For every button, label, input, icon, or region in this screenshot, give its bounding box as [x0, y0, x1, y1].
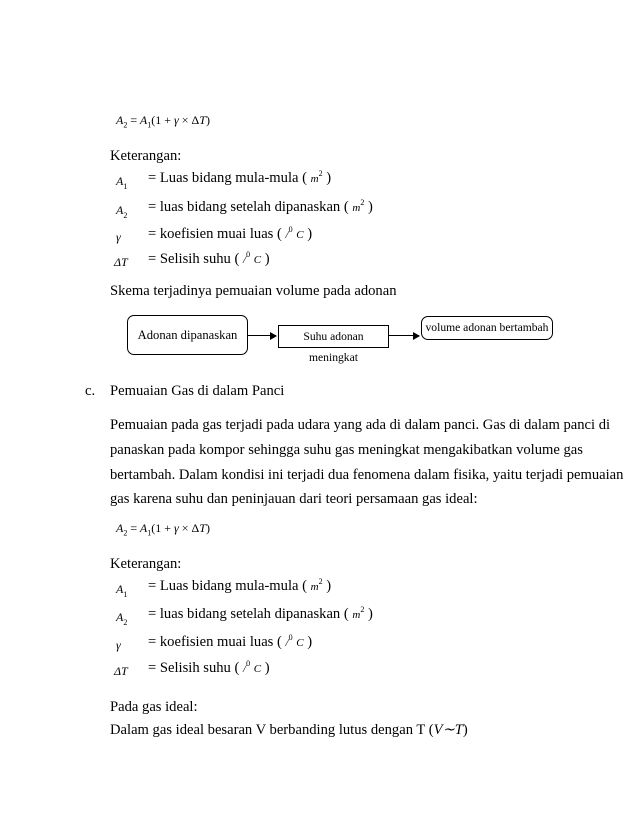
flow-box-suhu-meningkat: Suhu adonan meningkat [278, 325, 389, 348]
def-sym-a1-2: $A_1$ [116, 582, 128, 600]
def-text-gamma: = koefisien muai luas ( /$^0$ C ) [148, 225, 313, 242]
def-sym-gamma-2: γ [116, 638, 121, 652]
gas-ideal-math: V∼T [433, 722, 463, 738]
gas-ideal-title: Pada gas ideal: [110, 699, 198, 715]
gas-ideal-text: Dalam gas ideal besaran V berbanding lutus dengan T (V∼T) [110, 722, 468, 738]
def-sym-a2: $A_2$ [116, 203, 128, 221]
flow-box-volume-bertambah: volume adonan bertambah [421, 316, 553, 340]
section-c-letter: c. [85, 383, 96, 399]
def-text-delta-t-2: = Selisih suhu ( /$^0$ C ) [148, 659, 270, 676]
def-text-delta-t: = Selisih suhu ( /$^0$ C ) [148, 250, 270, 267]
formula-area-expansion: $A_2 = A_1(1 + \gamma \times \Delta T)$ [116, 113, 210, 130]
def-sym-delta-t: ΔT [114, 255, 128, 269]
def-text-a2-2: = luas bidang setelah dipanaskan ( $m^2$ ) [148, 605, 373, 622]
paragraph-line-1: Pemuaian pada gas terjadi pada udara yang ada di dalam panci. Gas di dalam panci di [110, 417, 611, 433]
def-sym-a1: $A_1$ [116, 174, 128, 192]
def-text-a1-2: = Luas bidang mula-mula ( $m^2$ ) [148, 577, 332, 594]
skema-title: Skema terjadinya pemuaian volume pada adonan [110, 283, 397, 299]
formula-gas-expansion: $A_2 = A_1(1 + \gamma \times \Delta T)$ [116, 521, 210, 538]
flow-box-adonan-dipanaskan: Adonan dipanaskan [127, 315, 248, 355]
def-text-gamma-2: = koefisien muai luas ( /$^0$ C ) [148, 633, 313, 650]
def-sym-gamma: γ [116, 230, 121, 244]
def-sym-delta-t-2: ΔT [114, 664, 128, 678]
keterangan-label-2: Keterangan: [110, 556, 182, 572]
def-text-a1: = Luas bidang mula-mula ( $m^2$ ) [148, 169, 332, 186]
keterangan-label: Keterangan: [110, 148, 182, 164]
flow-arrow-1 [248, 335, 276, 336]
flow-arrow-2 [389, 335, 419, 336]
def-sym-a2-2: $A_2$ [116, 610, 128, 628]
paragraph-line-4: gas karena suhu dan peninjauan dari teori persamaan gas ideal: [110, 491, 478, 507]
paragraph-line-3: bertambah. Dalam kondisi ini terjadi dua fenomena dalam fisika, yaitu terjadi pemuaian [110, 467, 624, 483]
def-text-a2: = luas bidang setelah dipanaskan ( $m^2$ ) [148, 198, 373, 215]
section-c-heading: Pemuaian Gas di dalam Panci [110, 383, 285, 399]
paragraph-line-2: panaskan pada kompor sehingga suhu gas meningkat mengakibatkan volume gas [110, 442, 583, 458]
